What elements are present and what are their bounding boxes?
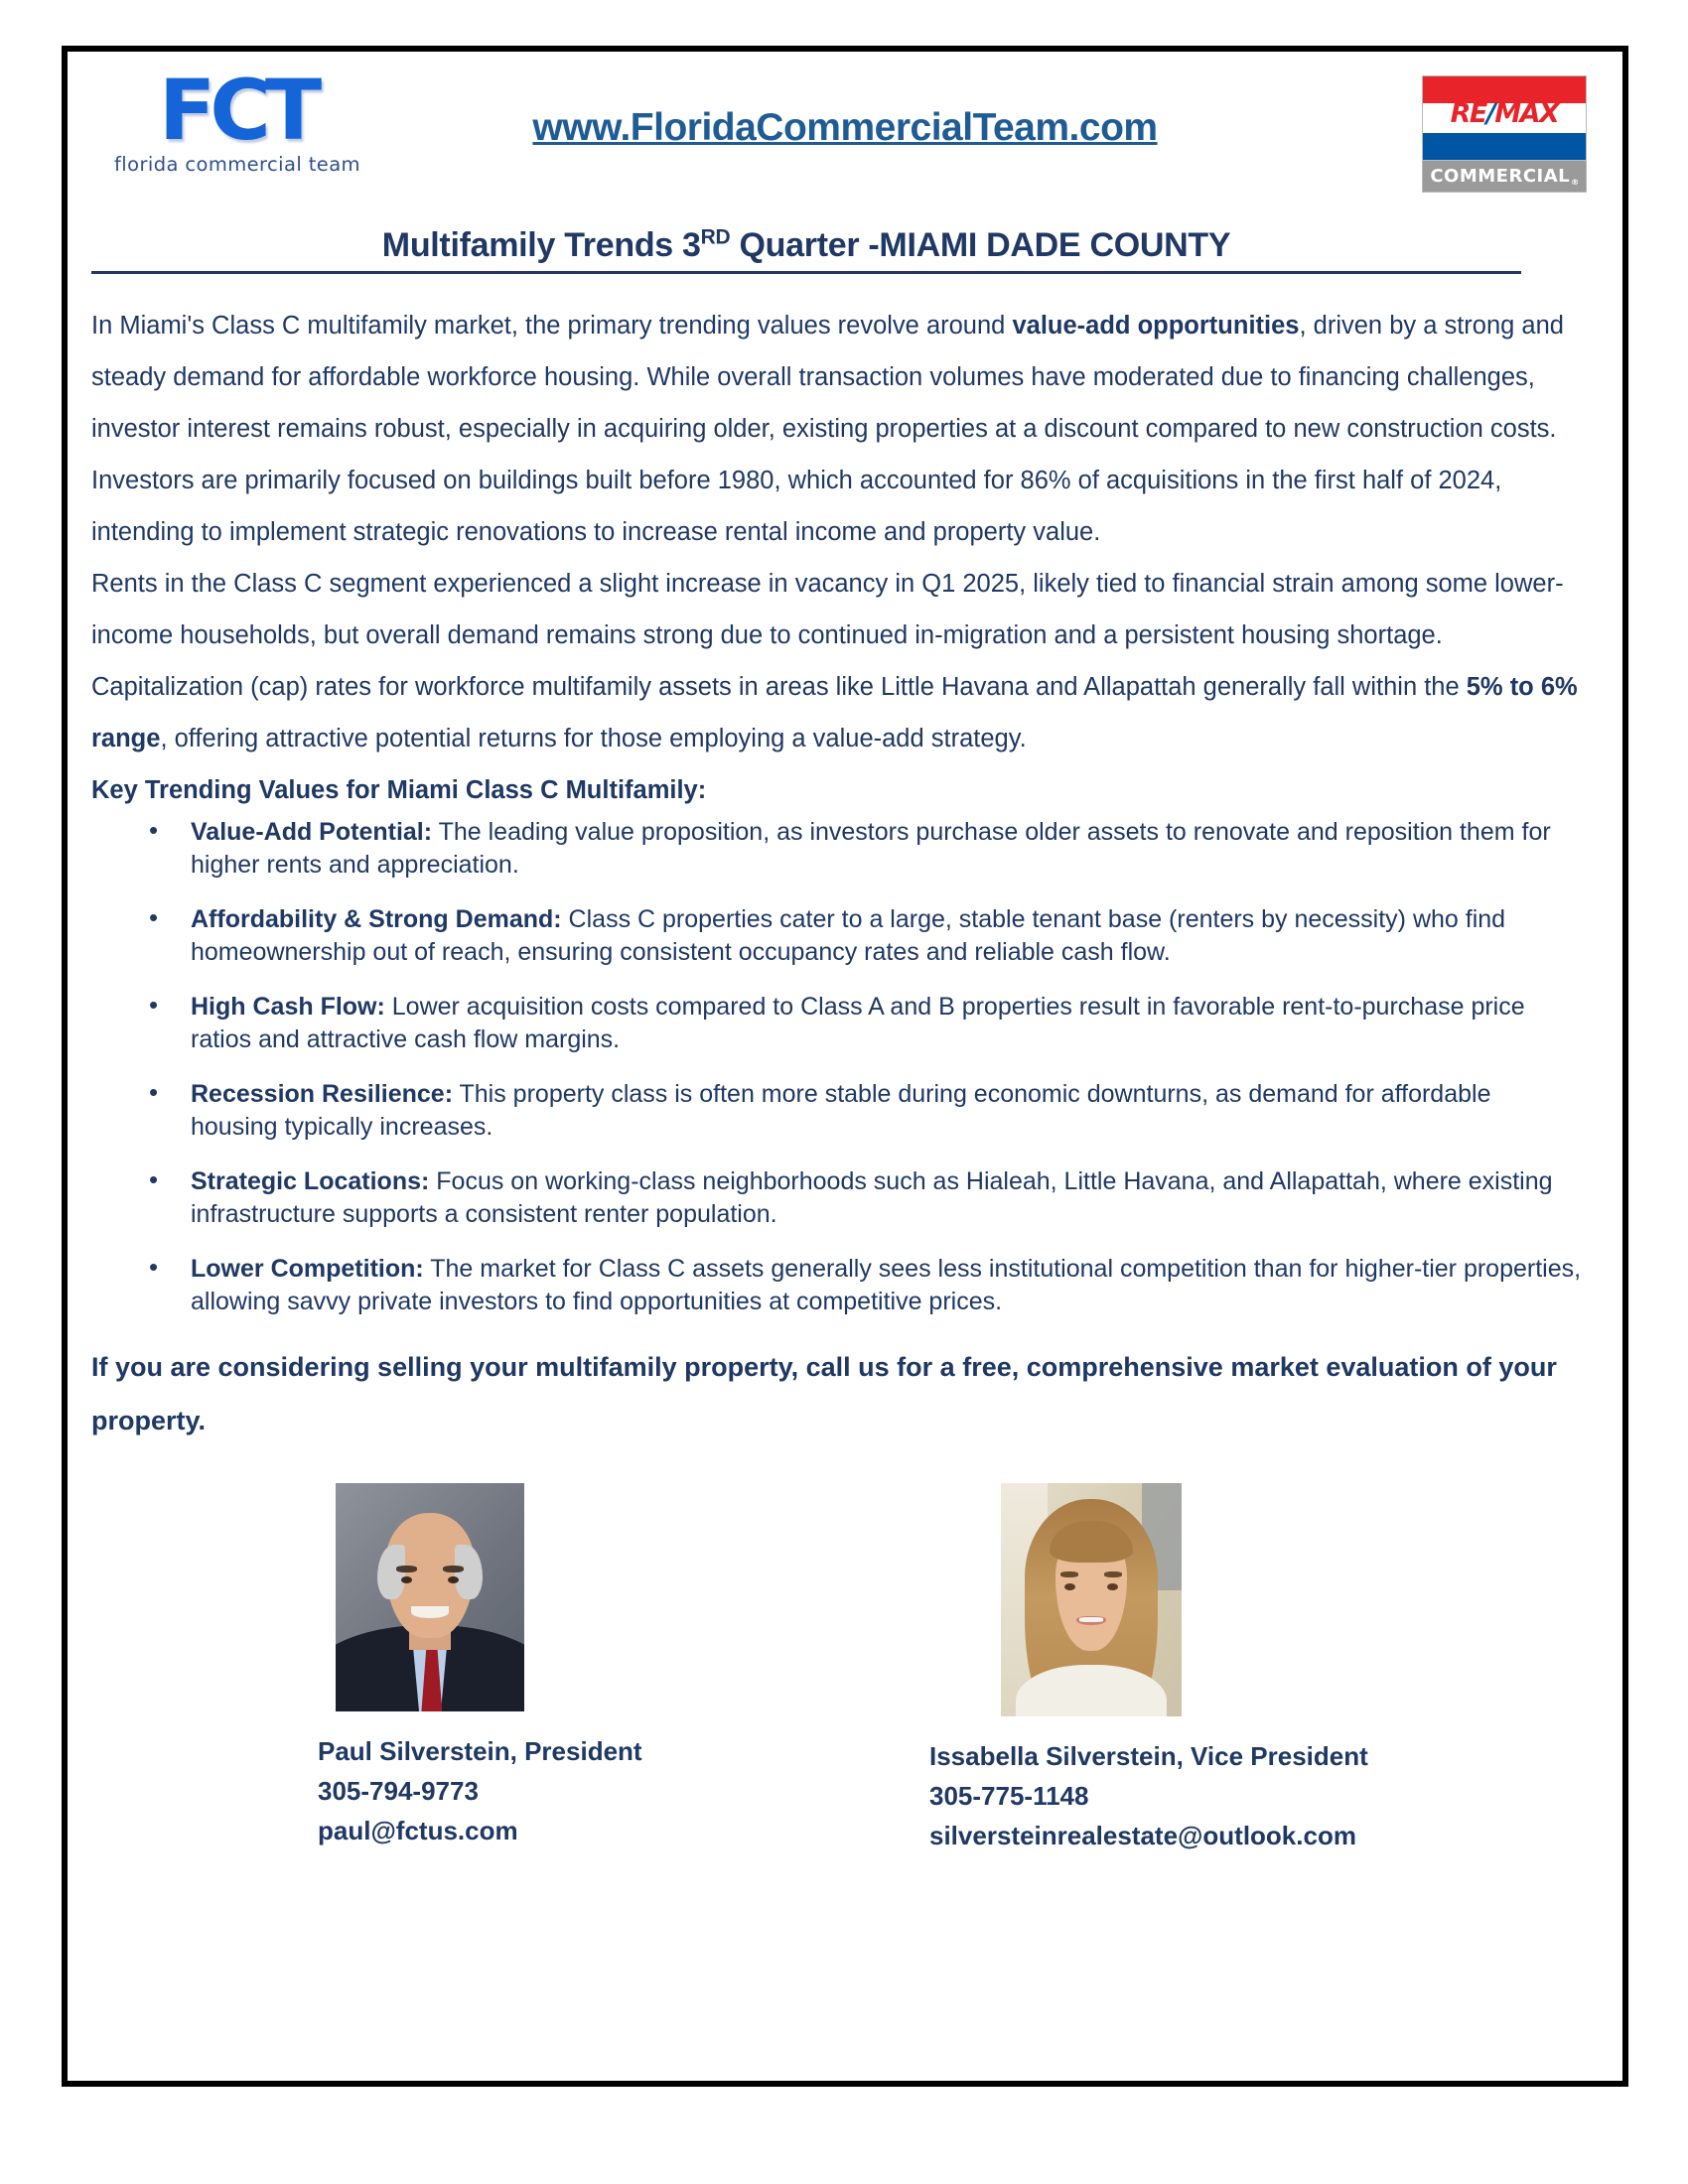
page-title <box>91 226 1521 265</box>
headshot-smile <box>411 1606 449 1618</box>
body-copy <box>85 300 1605 764</box>
headshot-brow-left <box>396 1566 417 1572</box>
list-item-label: Lower Competition: <box>191 1255 424 1283</box>
page-title-ordinal: RD <box>700 225 731 249</box>
paragraph-1-emphasis: value-add opportunities <box>1012 312 1300 340</box>
key-values-heading: Key Trending Values for Miami Class C Multifamily: <box>91 776 707 804</box>
header <box>85 62 1605 210</box>
headshot-brow-right <box>1104 1571 1122 1577</box>
remax-word-slash: / <box>1485 98 1495 130</box>
contact-card-paul <box>254 1483 810 1850</box>
paragraph-3 <box>91 558 1597 764</box>
list-item-text: Lower acquisition costs compared to Class A and B properties result in favorable rent-to-purchase price ratios and attractive cash flow margins. <box>191 993 1525 1053</box>
contact-details <box>929 1736 1525 1855</box>
website-link[interactable]: www.FloridaCommercialTeam.com <box>532 106 1158 149</box>
list-item-text: The market for Class C assets generally sees less institutional competition than for higher-tier properties, allowing savvy private investors to find opportunities at competitive prices. <box>191 1255 1582 1315</box>
remax-wordmark <box>1423 98 1586 130</box>
call-to-action: If you are considering selling your multifamily property, call us for a free, comprehensive market evaluation of your property. <box>91 1352 1557 1435</box>
remax-division-label: COMMERCIAL <box>1430 166 1571 187</box>
remax-word-max: MAX <box>1494 98 1559 130</box>
headshot-brow-right <box>443 1566 464 1572</box>
paragraph-3-emphasis: 5% to 6% range <box>91 673 1578 752</box>
avatar <box>336 1483 524 1711</box>
page-content <box>85 62 1605 1850</box>
list-item <box>191 991 1605 1056</box>
paragraph-1 <box>91 300 1597 455</box>
fct-logo-tagline: florida commercial team <box>114 152 360 176</box>
paragraph-2: Investors are primarily focused on buildings built before 1980, which accounted for 86% of acquisitions in the first half of 2024, intending to implement strategic renovations to increase rental income and property value. <box>91 467 1502 546</box>
contact-name-title: Paul Silverstein, President <box>318 1736 642 1766</box>
list-item-text: This property class is often more stable during economic downturns, as demand for affordable housing typically increases. <box>191 1080 1491 1141</box>
list-item-label: Value-Add Potential: <box>191 818 433 846</box>
list-item-text: Class C properties cater to a large, stable tenant base (renters by necessity) who find homeownership out of reach, ensuring consistent occupancy rates and reliable cash flow. <box>191 905 1506 966</box>
headshot-eye-left <box>1064 1583 1075 1590</box>
paragraph-1-part-a: In Miami's Class C multifamily market, the primary trending values revolve around <box>91 312 1013 340</box>
remax-blue-band <box>1423 133 1586 160</box>
list-item-label: Affordability & Strong Demand: <box>191 905 562 933</box>
registered-trademark-icon: ® <box>1571 178 1580 187</box>
list-item <box>191 1165 1605 1231</box>
page-title-tail: Quarter -MIAMI DADE COUNTY <box>730 226 1231 264</box>
page-title-lead: Multifamily Trends 3 <box>381 226 701 264</box>
contacts-section <box>85 1483 1605 1850</box>
avatar <box>1001 1483 1182 1716</box>
contact-name-title: Issabella Silverstein, Vice President <box>929 1741 1368 1771</box>
list-item-text: Focus on working-class neighborhoods such as Hialeah, Little Havana, and Allapattah, where existing infrastructure supports a consistent renter population. <box>191 1167 1553 1228</box>
fct-logo-mark: FCT <box>158 62 317 159</box>
contact-phone[interactable]: 305-775-1148 <box>929 1781 1089 1811</box>
headshot-teeth <box>1079 1617 1103 1621</box>
contact-card-issabella <box>929 1483 1525 1855</box>
list-item <box>191 1078 1605 1144</box>
list-item-label: High Cash Flow: <box>191 993 385 1021</box>
list-item <box>191 903 1605 969</box>
headshot-brow-left <box>1060 1571 1078 1577</box>
list-item-text: The leading value proposition, as investors purchase older assets to renovate and reposition them for higher rents and appreciation. <box>191 818 1551 879</box>
list-item-label: Strategic Locations: <box>191 1167 430 1195</box>
key-values-list <box>85 816 1605 1318</box>
list-item <box>191 1253 1605 1318</box>
remax-commercial-logo <box>1422 75 1587 193</box>
contact-email[interactable]: paul@fctus.com <box>318 1816 518 1845</box>
contact-email[interactable]: silversteinrealestate@outlook.com <box>929 1821 1356 1850</box>
list-item <box>191 816 1605 882</box>
paragraph-3-part-b: , offering attractive potential returns for those employing a value-add strategy. <box>160 725 1027 752</box>
remax-word-re: RE <box>1450 98 1486 130</box>
remax-division-band <box>1422 161 1587 193</box>
remax-flag <box>1422 75 1587 161</box>
paragraph-3-part-a: Rents in the Class C segment experienced a slight increase in vacancy in Q1 2025, likely tied to financial strain among some lower-income households, but overall demand remains strong due to continued in-migration and a persistent housing shortage. Capitalization (cap) rates for workforce multifamily assets in areas like Little Havana and Allapattah generally fall within the <box>91 570 1564 701</box>
title-rule <box>91 226 1521 274</box>
paragraph-1-part-b: , driven by a strong and steady demand for affordable workforce housing. While overall transaction volumes have moderated due to financing challenges, investor interest remains robust, especially in acquiring older, existing properties at a discount compared to new construction costs. <box>91 312 1564 443</box>
list-item-label: Recession Resilience: <box>191 1080 454 1108</box>
contact-details <box>254 1731 810 1850</box>
contact-phone[interactable]: 305-794-9773 <box>318 1776 479 1806</box>
